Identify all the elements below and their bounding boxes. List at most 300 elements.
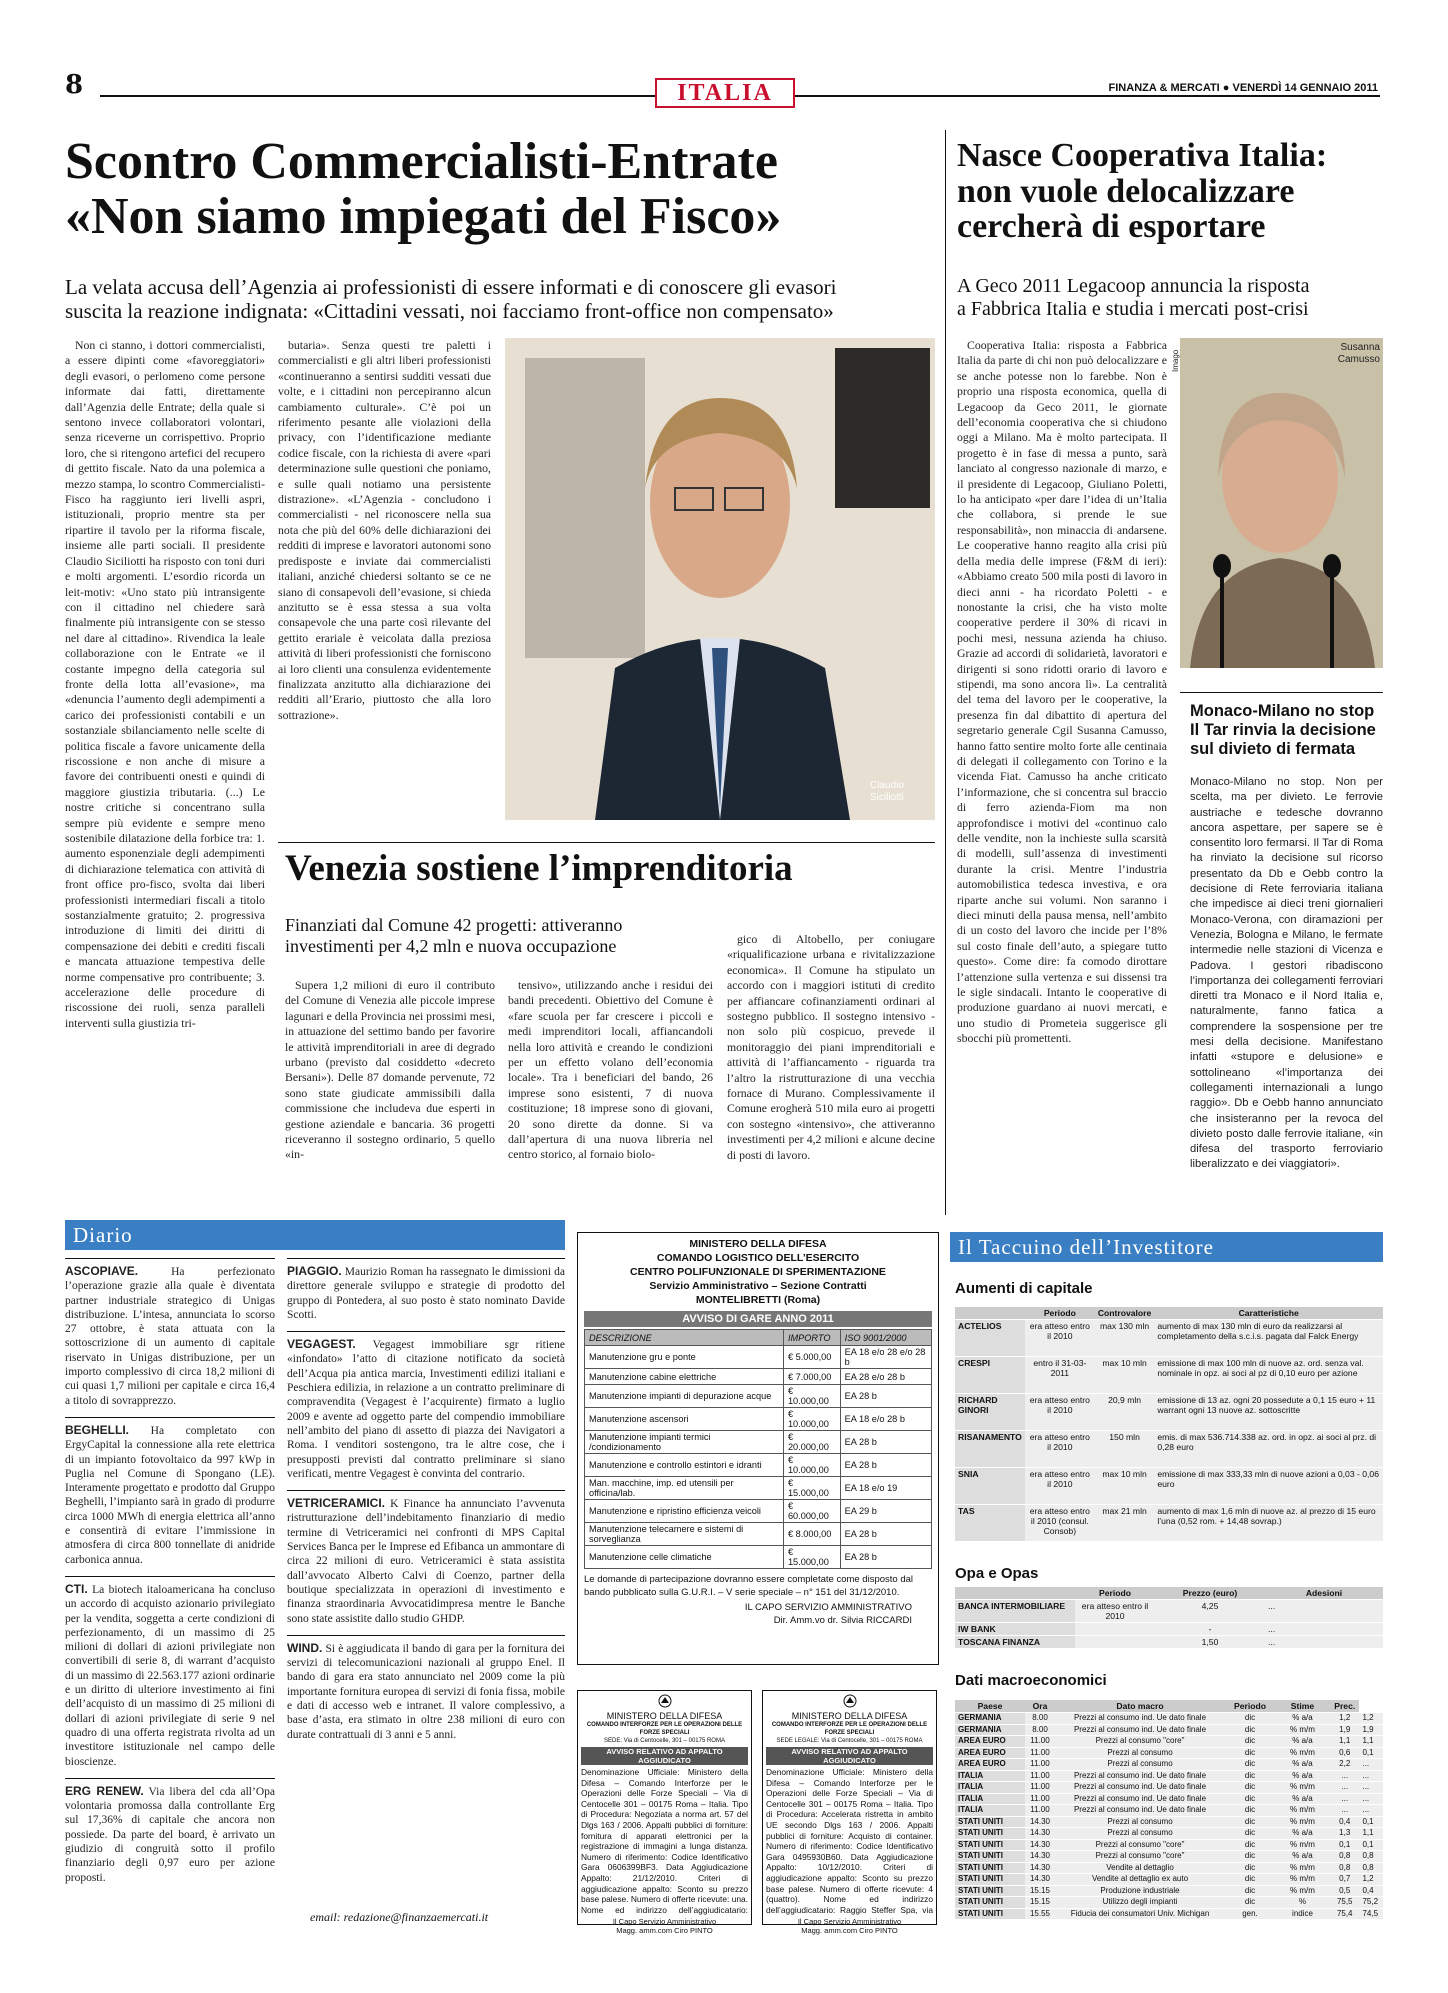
venezia-col2: tensivo», utilizzando anche i residui dei bandi precedenti. Obiettivo del Comune è «fare scuola per far crescere i piccoli e medi imprenditori locali, affiancandoli nella loro attività e creando le condizioni per un effetto volano dell’economia locale». Tra i beneficiari del bando, 26 imprese sono esistenti, 7 di nuova costituzione; 18 imprese sono di giovani, 20 sono dirette da donne. Si va dall’apertura di una nuova libreria nel centro storico, al fornaio biolo- (508, 978, 713, 1162)
macro-row-cell: 0,8 (1359, 1851, 1383, 1863)
aumenti-row-cell: entro il 31-03-2011 (1025, 1357, 1095, 1394)
ad-gare-row-cell: Manutenzione telecamere e sistemi di sorveglianza (585, 1523, 784, 1546)
coop-title: Nasce Cooperativa Italia: non vuole delocalizzare cercherà di esportare (957, 137, 1328, 246)
macro-row (955, 1793, 1383, 1805)
aumenti-row-cell: max 21 mln (1095, 1505, 1154, 1542)
opa-row-cell: era atteso entro il 2010 (1075, 1600, 1155, 1623)
macro-row-cell: Prezzi al consumo ind. Ue dato finale (1055, 1805, 1225, 1817)
opa-row-cell: - (1155, 1623, 1265, 1636)
macro-row-cell: % a/a (1275, 1851, 1330, 1863)
macro-row-cell: 8.00 (1025, 1713, 1055, 1725)
venezia-rule (278, 842, 935, 843)
emblem-icon (581, 1694, 748, 1711)
ad-gare-row-cell: Manutenzione celle climatiche (585, 1546, 784, 1569)
ad-gare-row-cell: EA 28 b (840, 1546, 931, 1569)
ad-gare-row-cell: EA 28 b (840, 1385, 931, 1408)
macro-row-cell: dic (1225, 1747, 1275, 1759)
macro-row-cell: dic (1225, 1770, 1275, 1782)
ad-ministero-gare (577, 1232, 939, 1665)
ad-small-signature: Il Capo Servizio Amministrativo (612, 1917, 717, 1926)
ad-gare-row-cell: € 10.000,00 (783, 1385, 840, 1408)
photo-credit: Imago (1171, 349, 1180, 372)
macro-row-cell: dic (1225, 1793, 1275, 1805)
ad-gare-row-cell: € 10.000,00 (783, 1454, 840, 1477)
ad-small-line: COMANDO INTERFORZE PER LE OPERAZIONI DELLE FORZE SPECIALI (771, 1722, 928, 1736)
ad-gare-row-cell: Manutenzione cabine elettriche (585, 1369, 784, 1385)
macro-row-cell: dic (1225, 1885, 1275, 1897)
portrait-illustration (505, 338, 935, 820)
macro-row-cell: dic (1225, 1782, 1275, 1794)
macro-row-cell: % a/a (1275, 1793, 1330, 1805)
ad-gare-row-cell: € 8.000,00 (783, 1523, 840, 1546)
macro-row-cell: % a/a (1275, 1759, 1330, 1771)
photo-caption-camusso: Susanna Camusso (1337, 342, 1380, 365)
macro-row-cell: Prezzi al consumo ind. Ue dato finale (1055, 1713, 1225, 1725)
macro-row-cell: Prezzi al consumo (1055, 1816, 1225, 1828)
macro-row (955, 1816, 1383, 1828)
macro-row-cell: 1,2 (1330, 1713, 1359, 1725)
macro-table: Paese Ora Dato macro Periodo Stime Prec. GERMANIA 8.00 Prezzi al consumo ind. Ue dato finale dic % a/a 1,2 1,2 GERMANIA 8.00 Prezzi al consumo ind. Ue dato finale dic % m/m 1,9 1,9 AREA EURO 11.00 Prezzi al consumo "core" dic % a/a 1,1 1,1 AREA EURO 11.00 Prezzi al consumo dic % m/m 0,6 0,1 AREA EURO 11.00 Prezzi al consumo dic % a/a 2,2 ... ITALIA 11.00 Prezzi al consumo ind. Ue dato finale dic % a/a ... ... ITALIA 11.00 Prezzi al consumo ind. Ue dato finale dic % m/m ... ... ITALIA 11.00 Prezzi al consumo ind. Ue dato finale dic % a/a ... ... ITALIA 11.00 Prezzi al consumo ind. Ue dato finale dic % m/m ... ... STATI UNITI 14.30 Prezzi al consumo dic % m/m 0,4 0,1 STATI UNITI 14.30 Prezzi al consumo dic % a/a 1,3 1,1 STATI UNITI 14.30 Prezzi al consumo "core" dic % m/m 0,1 0,1 STATI UNITI 14.30 Prezzi al consumo "core" dic % a/a 0,8 0,8 STATI UNITI 14.30 Vendite al dettaglio dic % m/m 0,8 0,8 STATI UNITI 14.30 Vendite al dettaglio ex auto dic % m/m 0,7 1,2 STATI UNITI 15.15 Produzione industriale dic % m/m 0,5 0,4 STATI UNITI 15.15 Utilizzo degli impianti dic % 75,5 75,2 STATI UNITI 15.55 Fiducia dei consumatori Univ. Michigan gen. indice 75,4 74,5 (955, 1700, 1383, 1920)
aumenti-row (955, 1357, 1383, 1394)
macro-row-cell: Produzione industriale (1055, 1885, 1225, 1897)
aumenti-row (955, 1468, 1383, 1505)
opa-row-cell: ... (1265, 1623, 1383, 1636)
macro-row-cell: STATI UNITI (955, 1851, 1025, 1863)
opa-row-cell: ... (1265, 1636, 1383, 1649)
macro-row-cell: gen. (1225, 1908, 1275, 1920)
macro-row-cell: dic (1225, 1805, 1275, 1817)
aumenti-row-cell: 150 mln (1095, 1431, 1154, 1468)
macro-row-cell: 15.15 (1025, 1897, 1055, 1909)
ad-line: COMANDO LOGISTICO DELL’ESERCITO (656, 1252, 860, 1264)
ad-gare-row-cell: EA 18 e/o 19 (840, 1477, 931, 1500)
opa-title: Opa e Opas (955, 1565, 1039, 1582)
macro-row-cell: STATI UNITI (955, 1828, 1025, 1840)
coop-subtitle: A Geco 2011 Legacoop annuncia la risposta a Fabbrica Italia e studia i mercati post-crisi (957, 275, 1310, 320)
ad-gare-row-cell: EA 28 b (840, 1454, 931, 1477)
macro-row-cell: 11.00 (1025, 1805, 1055, 1817)
macro-row-cell: STATI UNITI (955, 1908, 1025, 1920)
macro-row-cell: % m/m (1275, 1747, 1330, 1759)
macro-row-cell: dic (1225, 1897, 1275, 1909)
macro-row (955, 1747, 1383, 1759)
macro-row-cell: 0,6 (1330, 1747, 1359, 1759)
ad-gare-row (585, 1500, 932, 1523)
macro-row-cell: dic (1225, 1759, 1275, 1771)
venezia-title: Venezia sostiene l’imprenditoria (285, 848, 793, 889)
ad-gare-table: DESCRIZIONE IMPORTO ISO 9001/2000 Manutenzione gru e ponte € 5.000,00 EA 18 e/o 28 e/o 28 b Manutenzione cabine elettriche € 7.000,00 EA 28 e/o 28 b Manutenzione impianti di depurazione acque € 10.000,00 EA 28 b Manutenzione ascensori € 10.000,00 EA 18 e/o 28 b Manutenzione impianti termici /condizionamento € 20.000,00 EA 28 b Manutenzione e controllo estintori e idranti € 10.000,00 EA 28 b Man. macchine, imp. ed utensili per officina/lab. € 15.000,00 EA 18 e/o 19 Manutenzione e ripristino efficienza veicoli € 60.000,00 EA 29 b Manutenzione telecamere e sistemi di sorveglianza € 8.000,00 EA 28 b Manutenzione celle climatiche € 15.000,00 EA 28 b (584, 1329, 932, 1569)
opa-row (955, 1623, 1383, 1636)
macro-row-cell: dic (1225, 1724, 1275, 1736)
macro-row-cell: ... (1359, 1782, 1383, 1794)
macro-row (955, 1782, 1383, 1794)
macro-row-cell: 14.30 (1025, 1862, 1055, 1874)
macro-row-cell: Prezzi al consumo ind. Ue dato finale (1055, 1782, 1225, 1794)
macro-row-cell: ITALIA (955, 1793, 1025, 1805)
ad-gare-row (585, 1431, 932, 1454)
diario-item: ERG RENEW. Via libera del cda all’Opa volontaria promossa dalla controllante Erg sul 17,36% di capitale che ancora non possiede. Da parte del board, è arrivato un giudizio di congruità sotto il profilo finanziario degli 0,97 euro per azione proposti. (65, 1778, 275, 1885)
macro-row-cell: 1,9 (1359, 1724, 1383, 1736)
macro-row-cell: dic (1225, 1862, 1275, 1874)
macro-row-cell: 14.30 (1025, 1839, 1055, 1851)
macro-row-cell: 11.00 (1025, 1759, 1055, 1771)
ad-gare-row (585, 1546, 932, 1569)
ad-gare-row-cell: € 60.000,00 (783, 1500, 840, 1523)
macro-row-cell: 0,1 (1359, 1839, 1383, 1851)
photo-siciliotti (505, 338, 935, 820)
macro-row-cell: 75,4 (1330, 1908, 1359, 1920)
macro-row-cell: ... (1359, 1770, 1383, 1782)
ad-gare-row-cell: Manutenzione e controllo estintori e idranti (585, 1454, 784, 1477)
aumenti-row-cell: TAS (955, 1505, 1025, 1542)
macro-row-cell: 0,8 (1330, 1862, 1359, 1874)
macro-row-cell: AREA EURO (955, 1759, 1025, 1771)
ad-line: Servizio Amministrativo – Sezione Contratti (649, 1280, 867, 1292)
ad-gare-row-cell: Manutenzione e ripristino efficienza veicoli (585, 1500, 784, 1523)
macro-row-cell: dic (1225, 1851, 1275, 1863)
aumenti-row-cell: max 10 mln (1095, 1357, 1154, 1394)
ad-gare-row-cell: Manutenzione gru e ponte (585, 1346, 784, 1369)
ad-line: CENTRO POLIFUNZIONALE DI SPERIMENTAZIONE (630, 1266, 886, 1278)
aumenti-row-cell: max 10 mln (1095, 1468, 1154, 1505)
ad-small-line: COMANDO INTERFORZE PER LE OPERAZIONI DELLE FORZE SPECIALI (586, 1722, 743, 1736)
diario-email[interactable]: email: redazione@finanzaemercati.it (310, 1910, 489, 1924)
masthead-date: FINANZA & MERCATI ● VENERDÌ 14 GENNAIO 2011 (1108, 82, 1378, 94)
macro-row-cell: ... (1330, 1805, 1359, 1817)
macro-row-cell: Prezzi al consumo (1055, 1828, 1225, 1840)
macro-row-cell: % a/a (1275, 1828, 1330, 1840)
ad-gare-row-cell: € 10.000,00 (783, 1408, 840, 1431)
macro-row-cell: 1,9 (1330, 1724, 1359, 1736)
ad-note: Le domande di partecipazione dovranno essere completate come disposto dal bando pubblicato sulla G.U.R.I. – V serie speciale – n° 151 del 31/12/2010. (584, 1574, 914, 1598)
ad-small-line: MINISTERO DELLA DIFESA (791, 1711, 908, 1721)
macro-row-cell: Vendite al dettaglio (1055, 1862, 1225, 1874)
emblem-icon (766, 1694, 933, 1711)
macro-row-cell: 11.00 (1025, 1782, 1055, 1794)
ad-gare-row-cell: EA 28 b (840, 1431, 931, 1454)
macro-row-cell: 1,3 (1330, 1828, 1359, 1840)
photo-caption-siciliotti: Claudio Siciliotti (870, 780, 904, 803)
main-article-subtitle: La velata accusa dell’Agenzia ai professionisti di essere informati e di conoscere gli evasori suscita la reazione indignata: «Cittadini vessati, noi facciamo front-office non compensato» (65, 275, 837, 324)
macro-row-cell: Fiducia dei consumatori Univ. Michigan (1055, 1908, 1225, 1920)
macro-row-cell: 2,2 (1330, 1759, 1359, 1771)
macro-row-cell: 75,2 (1359, 1897, 1383, 1909)
aumenti-row-cell: era atteso entro il 2010 (1025, 1394, 1095, 1431)
opa-row-cell: 1,50 (1155, 1636, 1265, 1649)
macro-row-cell: Vendite al dettaglio ex auto (1055, 1874, 1225, 1886)
macro-row-cell: 11.00 (1025, 1793, 1055, 1805)
ad-small-text: Denominazione Ufficiale: Ministero della Difesa – Comando Interforze per le Operazioni delle Forze Speciali – Via di Centocelle 301 – 00175 Roma – Italia. Tipo di Procedura: Negoziata a norma art. 57 del Dlgs 163 / 2006. Appalti pubblici di forniture: fornitura di apparati elettronici per la registrazione di immagini a lunga distanza. Numero di riferimento: Codice Identificativo Gara 0606399BF3. Data Aggiudicazione Appalto: 21/12/2010. Criteri di aggiudicazione appalto: Sconto su prezzo base palese. Numero di offerte ricevute: una. Nome ed indirizzo dell’aggiudicatario: (581, 1767, 748, 1915)
ad-gare-row-cell: € 15.000,00 (783, 1546, 840, 1569)
macro-row-cell: STATI UNITI (955, 1816, 1025, 1828)
macro-row-cell: 14.30 (1025, 1851, 1055, 1863)
aumenti-row (955, 1394, 1383, 1431)
macro-row-cell: GERMANIA (955, 1724, 1025, 1736)
main-article-col2: butaria». Senza questi tre paletti i commercialisti e gli altri liberi professionisti «continueranno a sentirsi sudditi vessati due volte, e i cittadini non percepiranno alcun cambiamento culturale». C’è poi un riferimento pesante alle violazioni della privacy, con l’identificazione mediante codice fiscale, con la richiesta di avere «pari determinazione sulle questioni che poniamo, e sulle quali notiamo una persistente distrazione». «L’Agenzia - concludono i commercialisti - nel riconoscere nella sua nota che più del 60% delle dichiarazioni dei redditi di imprese e lavoratori autonomi sono predisposte e inviate dai commercialisti italiani, anziché chiedersi soltanto se ce ne siano di consapevoli dell’evasione, si chieda anzitutto se è essa stessa a sua volta consapevole che una parte così rilevante del gettito erariale è veicolata dalla preziosa attività di liberi professionisti che forniscono ai loro clienti una consulenza evidentemente finalizzata anzitutto alla dichiarazione dei redditi all’Erario, piuttosto che alla loro sottrazione». (278, 338, 491, 722)
ad-small-line: MINISTERO DELLA DIFESA (606, 1711, 723, 1721)
ad-appalto-2 (762, 1690, 937, 1935)
macro-row-cell: 15.55 (1025, 1908, 1055, 1920)
aumenti-row-cell: ACTELIOS (955, 1320, 1025, 1357)
macro-row-cell: STATI UNITI (955, 1839, 1025, 1851)
macro-row-cell: ... (1359, 1793, 1383, 1805)
opa-row-cell (1075, 1636, 1155, 1649)
diario-item: CTI. La biotech italoamericana ha concluso un accordo di acquisto azionario privilegiato per la vendita, soggetta a certe condizioni di perfezionamento, di un massimo di 25 milioni di dollari di azioni privilegiate non convertibili di serie 8, di warrant d’acquisto di un massimo di 22.563.177 azioni ordinarie e un diritto di ulteriore investimento ai fini dell’acquisto di un massimo di 25 milioni di dollari di azioni privilegiate di serie 9 nel quadro di una offerta registrata rivolta ad un investitore istituzionale nel campo delle bioscienze. (65, 1576, 275, 1769)
macro-row-cell: AREA EURO (955, 1736, 1025, 1748)
ad-line: MINISTERO DELLA DIFESA (689, 1238, 827, 1250)
ad-gare-row-cell: EA 18 e/o 28 b (840, 1408, 931, 1431)
diario-col1 (65, 1258, 275, 1918)
macro-row-cell: % (1275, 1897, 1330, 1909)
macro-row-cell: 11.00 (1025, 1736, 1055, 1748)
macro-row-cell: 14.30 (1025, 1828, 1055, 1840)
ad-gare-row (585, 1408, 932, 1431)
diario-item: VEGAGEST. Vegagest immobiliare sgr ritiene «infondato» l’atto di citazione notificato da società dell’Acqua pia antica marcia, Investimenti edilizi italiani e Peschiera edilizia, in relazione a un contratto preliminare di compravendita (Vegagest è l’acquirente) firmato a luglio 2009 e avente ad oggetto parte del compendio immobiliare nell’ambito del piano di assetto di piazza dei Navigatori a Roma. I venditori sostengono, tra le altre cose, che i presupposti previsti dal contratto preliminare si siano verificati, mentre Vegagest è convinta del contrario. (287, 1331, 565, 1481)
portrait-camusso-illustration (1180, 338, 1383, 668)
macro-row (955, 1759, 1383, 1771)
ad-gare-row (585, 1477, 932, 1500)
macro-row-cell: % a/a (1275, 1736, 1330, 1748)
macro-row-cell: GERMANIA (955, 1713, 1025, 1725)
macro-row-cell: % a/a (1275, 1713, 1330, 1725)
macro-row (955, 1908, 1383, 1920)
macro-row-cell: STATI UNITI (955, 1862, 1025, 1874)
ad-gare-row-cell: Manutenzione impianti di depurazione acque (585, 1385, 784, 1408)
aumenti-row-cell: era atteso entro il 2010 (1025, 1431, 1095, 1468)
venezia-col1: Supera 1,2 milioni di euro il contributo del Comune di Venezia alle piccole imprese lagunari e della Provincia nei prossimi mesi, in attuazione del settimo bando per favorire le attività imprenditoriali in aree di degrado urbano (previsto dal cosiddetto «decreto Bersani»). Delle 87 domande pervenute, 72 sono state giudicate ammissibili dalla commissione che includeva due esperti in gestione aziendale e bancaria. 36 progetti riceveranno il sostegno ordinario, 5 quello «in- (285, 978, 495, 1162)
diario-header: Diario (65, 1220, 565, 1250)
macro-row-cell: ... (1359, 1759, 1383, 1771)
macro-row-cell: dic (1225, 1816, 1275, 1828)
ad-gare-row (585, 1369, 932, 1385)
aumenti-title: Aumenti di capitale (955, 1280, 1093, 1297)
macro-row-cell: Prezzi al consumo ind. Ue dato finale (1055, 1770, 1225, 1782)
diario-item: PIAGGIO. Maurizio Roman ha rassegnato le dimissioni da direttore generale sviluppo e strategie di prodotto del gruppo di Pontedera, al suo posto è stato nominato Davide Scotti. (287, 1258, 565, 1322)
opa-row (955, 1600, 1383, 1623)
macro-row-cell: 75,5 (1330, 1897, 1359, 1909)
aumenti-row-cell: max 130 mln (1095, 1320, 1154, 1357)
aumenti-row (955, 1320, 1383, 1357)
ad-gare-row-cell: EA 28 b (840, 1523, 931, 1546)
diario-item: VETRICERAMICI. K Finance ha annunciato l’avvenuta ristrutturazione dell’indebitamento finanziario di medio termine di Vetriceramici nei confronti di MPS Capital Services Banca per le Imprese ed Efibanca un ammontare di circa 22 milioni di euro. Vetriceramici è stata assistita dall’avvocato Alberto Calvi di Coenzo, partner della boutique specializzata in operazioni di investimento e finanza straordinaria Avvocatidimpresa mentre le Banche sono state assistite dallo studio GHDP. (287, 1490, 565, 1626)
macro-row-cell: dic (1225, 1828, 1275, 1840)
macro-title: Dati macroeconomici (955, 1672, 1107, 1689)
aumenti-row-cell: emissione di max 333,33 mln di nuove azioni a 0,03 - 0,06 euro (1154, 1468, 1383, 1505)
macro-row-cell: % m/m (1275, 1724, 1330, 1736)
macro-row-cell: 74,5 (1359, 1908, 1383, 1920)
ad-gare-row-cell: € 15.000,00 (783, 1477, 840, 1500)
monaco-rule (1180, 692, 1383, 693)
ad-small-text: Denominazione Ufficiale: Ministero della Difesa – Comando Interforze per le Operazioni delle Forze Speciali – Via di Centocelle 301 – 00175 Roma – Italia. Tipo di Procedura: Accelerata ristretta in ambito UE secondo Dlgs 163 / 2006. Appalti pubblici di forniture: Acquisto di container. Numero di riferimento: Codice Identificativo Gara 0495930B60. Data Aggiudicazione Appalto: 10/12/2010. Criteri di aggiudicazione appalto: Sconto su prezzo base palese. Numero di offerte ricevute: 4 (quattro). Nome ed indirizzo dell’aggiudicatario: Raggio Steffer Spa, via (766, 1767, 933, 1915)
macro-row-cell: 8.00 (1025, 1724, 1055, 1736)
monaco-text: Monaco-Milano no stop. Non per scelta, ma per divieto. Le ferrovie austriache e tedesche dovranno ancora aspettare, per sapere se è consentito loro fermarsi. Il Tar di Roma ha rinviato la decisione sul ricorso presentato da Db e Oebb contro la decisione di Rete ferroviaria italiana che impedisce ai dieci treni giornalieri Monaco-Verona, con diramazioni per Venezia, Bologna e Milano, le fermate intermedie nelle stazioni di Vicenza e Padova. I gestori ribadiscono l’importanza dei collegamenti ferroviari diretti tra Monaco e il Nord Italia e, naturalmente, fanno fatica a comprendere la sospensione per tre mesi della decisione. Manifestano infatti «stupore e delusione» e sottolineano «l’importanza dei collegamenti internazionali a lungo raggio». Db e Oebb hanno annunciato che insisteranno per la revoca del divieto posto dalle ferrovie italiane, «in difesa del trasporto ferroviario liberalizzato e dei viaggiatori». (1190, 776, 1383, 1171)
ad-gare-row (585, 1454, 932, 1477)
macro-row-cell: 0,8 (1330, 1851, 1359, 1863)
ad-small-signature: Il Capo Servizio Amministrativo (797, 1917, 902, 1926)
aumenti-row-cell: emissione di max 100 mln di nuove az. ord. senza val. nominale in opz. ai soci al pz di 0,10 euro per azione (1154, 1357, 1383, 1394)
macro-row-cell: % a/a (1275, 1770, 1330, 1782)
macro-row-cell: ITALIA (955, 1782, 1025, 1794)
opa-row-cell: TOSCANA FINANZA (955, 1636, 1075, 1649)
macro-row-cell: Prezzi al consumo ind. Ue dato finale (1055, 1724, 1225, 1736)
macro-row-cell: 0,7 (1330, 1874, 1359, 1886)
macro-row-cell: % m/m (1275, 1862, 1330, 1874)
macro-row-cell: 0,1 (1359, 1816, 1383, 1828)
ad-gare-row-cell: EA 29 b (840, 1500, 931, 1523)
macro-row-cell: Prezzi al consumo (1055, 1747, 1225, 1759)
macro-row-cell: % m/m (1275, 1839, 1330, 1851)
macro-row (955, 1885, 1383, 1897)
opa-row (955, 1636, 1383, 1649)
macro-row-cell: Prezzi al consumo ind. Ue dato finale (1055, 1793, 1225, 1805)
opa-row-cell: 4,25 (1155, 1600, 1265, 1623)
macro-row-cell: % m/m (1275, 1874, 1330, 1886)
photo-camusso (1180, 338, 1383, 668)
macro-row (955, 1862, 1383, 1874)
opa-row-cell (1075, 1623, 1155, 1636)
ad-gare-row (585, 1385, 932, 1408)
diario-item: WIND. Si è aggiudicata il bando di gara per la fornitura dei servizi di telecomunicazioni nazionali al gruppo Enel. Il bando di gara era stato annunciato nel 2009 come la più importante fornitura europea di servizi di fonia fissa, mobile e dati di accesso web e intranet. Il valore complessivo, a base d’asta, era stimato in oltre 238 milioni di euro con durate contrattuali di 3 anni e 5 anni. (287, 1635, 565, 1742)
macro-row-cell: Prezzi al consumo (1055, 1759, 1225, 1771)
ad-gare-row-cell: € 5.000,00 (783, 1346, 840, 1369)
macro-row-cell: indice (1275, 1908, 1330, 1920)
macro-row-cell: 15.15 (1025, 1885, 1055, 1897)
ad-small-signature-name: Magg. amm.com Ciro PINTO (616, 1926, 713, 1935)
ad-small-line: SEDE: Via di Centocelle, 301 – 00175 ROMA (604, 1738, 725, 1744)
main-article-col1: Non ci stanno, i dottori commercialisti, a essere dipinti come «favoreggiatori» degli evasori, o perlomeno come persone informate dai fatti, direttamente dall’Agenzia delle Entrate; della quale si sentono invece collaboratori volontari, senza riceverne un corrispettivo. Proprio loro, che si ritengono artefici del recupero di gettito fiscale. Nato da una polemica a mezzo stampa, lo scontro Commercialisti-Fisco ha raggiunto ieri livelli aspri, istituzionali, proprio mentre sta per ripartire il tavolo per la riforma fiscale, insieme alle parti sociali. Il presidente Claudio Siciliotti ha risposto con toni duri e molti argomenti. L’esordio ricorda un leit-motiv: «Uno stato più intransigente con il cittadino nel chiedere sarà finalmente più intransigente con se stesso nel dare al cittadino». Rivendica la leale collaborazione con le Entrate «e il costante impegno della categoria sul fronte della lotta all’evasione», ma «denuncia l’aumento degli adempimenti a carico dei professionisti contabili e un sostanziale sbilanciamento nelle scelte di politica fiscale a favore unicamente della riscossione e non anche di misure a favore dei contribuenti onesti e quindi di maggiore giustizia tributaria. (...) Le nostre critiche si concentrano sulla sempre più evidente e sempre meno sostenibile dilatazione della forbice tra: 1. aumento esponenziale degli adempimenti di dichiarazione telematica con attività di front office pro-fisco, svolta dai liberi professionisti intermediari fiscali a titolo sostanzialmente gratuito; 2. progressiva introduzione di limiti dei diritti di compensazione dei debiti e crediti fiscali e mancata attuazione tempestiva delle norme compensative pro contribuente; 3. accelerazione delle procedure di riscossione dei ruoli, senza paralleli interventi sulla giustizia tri- (65, 338, 265, 1030)
aumenti-row-cell: era atteso entro il 2010 (1025, 1468, 1095, 1505)
macro-row (955, 1724, 1383, 1736)
main-article-title: Scontro Commercialisti-Entrate «Non siamo impiegati del Fisco» (65, 133, 782, 245)
ad-small-banner: AVVISO RELATIVO AD APPALTO AGGIUDICATO (581, 1747, 748, 1765)
macro-row-cell: STATI UNITI (955, 1897, 1025, 1909)
column-divider (945, 130, 946, 1215)
macro-row-cell: % m/m (1275, 1885, 1330, 1897)
ad-signature-name: Dir. Amm.vo dr. Silvia RICCARDI (773, 1615, 912, 1626)
ad-gare-row-cell: EA 28 e/o 28 b (840, 1369, 931, 1385)
macro-row-cell: ... (1330, 1793, 1359, 1805)
macro-row (955, 1805, 1383, 1817)
macro-row-cell: dic (1225, 1736, 1275, 1748)
aumenti-row-cell: emis. di max 536.714.338 az. ord. in opz. ai soci al prz. di 0,28 euro (1154, 1431, 1383, 1468)
opa-row-cell: IW BANK (955, 1623, 1075, 1636)
macro-row-cell: Utilizzo degli impianti (1055, 1897, 1225, 1909)
ad-small-line: SEDE LEGALE: Via di Centocelle, 301 – 00175 ROMA (776, 1738, 923, 1744)
macro-row (955, 1828, 1383, 1840)
macro-row-cell: 1,2 (1359, 1874, 1383, 1886)
macro-row-cell: 0,5 (1330, 1885, 1359, 1897)
macro-row-cell: STATI UNITI (955, 1874, 1025, 1886)
ad-gare-row-cell: € 7.000,00 (783, 1369, 840, 1385)
macro-row (955, 1851, 1383, 1863)
macro-row-cell: dic (1225, 1839, 1275, 1851)
macro-row-cell: 0,4 (1359, 1885, 1383, 1897)
venezia-col3: gico di Altobello, per coniugare «riqualificazione urbana e rivitalizzazione economica». Il Comune ha stipulato un accordo con i maggiori istituti di credito per affiancare cofinanziamenti ordinari al sostegno pubblico. Il sostegno intensivo - non solo più cospicuo, prevede il monitoraggio dei piani imprenditoriali e attività di l’affiancamento - riguarda tra l’altro la ristrutturazione di una vecchia fornace di Murano. Complessivamente il Comune erogherà 510 mila euro ai progetti con sostegno «intensivo», che attiveranno investimenti per 4,2 milioni e alcune decine di posti di lavoro. (727, 932, 935, 1162)
ad-gare-row-cell: € 20.000,00 (783, 1431, 840, 1454)
macro-row-cell: Prezzi al consumo "core" (1055, 1851, 1225, 1863)
opa-row-cell: ... (1265, 1600, 1383, 1623)
aumenti-table: Periodo Controvalore Caratteristiche ACTELIOS era atteso entro il 2010 max 130 mln aumento di max 130 mln di euro da realizzarsi al completamento della s.c.i.s. pagata dal Falck Energy CRESPI entro il 31-03-2011 max 10 mln emissione di max 100 mln di nuove az. ord. senza val. nominale in opz. ai soci al pz di 0,10 euro per azione RICHARD GINORI era atteso entro il 2010 20,9 mln emissione di 13 az. ogni 20 possedute a 0,1 15 euro + 11 warrant ogni 13 nuove az. sottoscritte RISANAMENTO era atteso entro il 2010 150 mln emis. di max 536.714.338 az. ord. in opz. ai soci al prz. di 0,28 euro SNIA era atteso entro il 2010 max 10 mln emissione di max 333,33 mln di nuove azioni a 0,03 - 0,06 euro TAS era atteso entro il 2010 (consul. Consob) max 21 mln aumento di max 1,6 mln di nuove az. al prezzo di 15 euro l’una (0,52 rom. + 14,48 sovrap.) (955, 1307, 1383, 1542)
macro-row (955, 1713, 1383, 1725)
opa-row-cell: BANCA INTERMOBILIARE (955, 1600, 1075, 1623)
macro-row-cell: 1,1 (1359, 1736, 1383, 1748)
diario-col2 (287, 1258, 565, 1898)
macro-row-cell: 14.30 (1025, 1874, 1055, 1886)
aumenti-row-cell: 20,9 mln (1095, 1394, 1154, 1431)
macro-row (955, 1736, 1383, 1748)
macro-row-cell: 1,1 (1330, 1736, 1359, 1748)
macro-row-cell: 0,1 (1330, 1839, 1359, 1851)
taccuino-header: Il Taccuino dell’Investitore (950, 1232, 1383, 1262)
ad-small-signature-name: Magg. amm.com Ciro PINTO (801, 1926, 898, 1935)
macro-row-cell: ... (1330, 1770, 1359, 1782)
macro-row (955, 1839, 1383, 1851)
macro-row-cell: AREA EURO (955, 1747, 1025, 1759)
aumenti-row-cell: emissione di 13 az. ogni 20 possedute a 0,1 15 euro + 11 warrant ogni 13 nuove az. sottoscritte (1154, 1394, 1383, 1431)
ad-gare-row-cell: Manutenzione impianti termici /condizionamento (585, 1431, 784, 1454)
macro-row-cell: Prezzi al consumo "core" (1055, 1839, 1225, 1851)
aumenti-row-cell: CRESPI (955, 1357, 1025, 1394)
aumenti-row-cell: RISANAMENTO (955, 1431, 1025, 1468)
macro-row-cell: 11.00 (1025, 1747, 1055, 1759)
ad-gare-row-cell: EA 18 e/o 28 e/o 28 b (840, 1346, 931, 1369)
ad-signature: IL CAPO SERVIZIO AMMINISTRATIVO (744, 1602, 912, 1613)
macro-row-cell: % m/m (1275, 1782, 1330, 1794)
venezia-subtitle: Finanziati dal Comune 42 progetti: attiveranno investimenti per 4,2 mln e nuova occupazione (285, 915, 623, 956)
macro-row-cell: 0,8 (1359, 1862, 1383, 1874)
macro-row-cell: % m/m (1275, 1816, 1330, 1828)
coop-col1: Cooperativa Italia: risposta a Fabbrica Italia da parte di chi non può delocalizzare e se anche potesse non lo farebbe. Non è proprio una risposta economica, quella di Legacoop da Geco 2011, le giornate dell’economia cooperativa che si chiudono oggi a Milano. Ma è molto partecipata. Il progetto è in fase di messa a punto, sarà lanciato al congresso nazionale di marzo, e il presidente di Legacoop, Giuliano Poletti, lo ha anticipato «per dare l’idea di un’Italia che collabora, si prende le sue responsabilità», non minaccia di andarsene. Le cooperative hanno reagito alla crisi più della media delle imprese (F&M di ieri): «Abbiamo creato 500 mila posti di lavoro in dieci anni - ha ricordato Poletti - e nonostante la crisi, che ha visto molte cooperative perdere il 30% di ricavi in pochi mesi, nessuna azienda ha chiuso. Grazie ad accordi di solidarietà, lavoratori e dirigenti si sono ridotti orario di lavoro e stipendi, ma sono ancora lì». La centralità del tema del lavoro per le cooperative, la presenza fin dal dibattito di apertura del segretario generale Cgil Susanna Camusso, hanno fatto sentire molto forte alle centinaia di delegati il collegamento con Torino e la vicenda Fiat. Camusso ha anche criticato l’informazione, che si concentra sul braccio di ferro azienda-Fiom ma non approfondisce i motivi del «continuo calo delle vendite, non la inchieste sulla scarsità di modelli, sull’assenza di investimenti durante la crisi. Mentre l’industria automobilistica tedesca investiva, e ora riparte anche sui volumi. Non saranno i dieci minuti della pausa mensa, nell’ambito di un costo del lavoro che incide per l’8% sul costo finale dell’auto, a spiegare tutto questo». Come dire: fa comodo dirottare l’attenzione sulla vertenza e sui dissensi tra le sigle sindacali. Intanto le cooperative di produzione guardano ai nuovi mercati, e uno studio di Prometeia suggerisce gli sbocchi più promettenti. (957, 338, 1167, 1046)
aumenti-row (955, 1505, 1383, 1542)
ad-gare-row (585, 1346, 932, 1369)
macro-row-cell: 11.00 (1025, 1770, 1055, 1782)
macro-row-cell: ITALIA (955, 1805, 1025, 1817)
macro-row-cell: 1,1 (1359, 1828, 1383, 1840)
ad-line: MONTELIBRETTI (Roma) (695, 1294, 821, 1306)
macro-row-cell: STATI UNITI (955, 1885, 1025, 1897)
aumenti-row-cell: era atteso entro il 2010 (consul. Consob) (1025, 1505, 1095, 1542)
diario-item: BEGHELLI. Ha completato con ErgyCapital la connessione alla rete elettrica di un impianto fotovoltaico da 997 kWp in Puglia nel Comune di Spongano (LE). Interamente progettato e prodotto dal Gruppo Beghelli, l’impianto sarà in grado di produrre circa 1000 MWh di energia elettrica all’anno e consentirà di evitare l’immissione in atmosfera di circa 800 tonnellate di anidride carbonica annua. (65, 1417, 275, 1567)
macro-row-cell: 14.30 (1025, 1816, 1055, 1828)
ad-gare-row-cell: Man. macchine, imp. ed utensili per officina/lab. (585, 1477, 784, 1500)
aumenti-row (955, 1431, 1383, 1468)
macro-row-cell: ITALIA (955, 1770, 1025, 1782)
aumenti-row-cell: era atteso entro il 2010 (1025, 1320, 1095, 1357)
aumenti-row-cell: RICHARD GINORI (955, 1394, 1025, 1431)
macro-row-cell: ... (1359, 1805, 1383, 1817)
macro-row-cell: Prezzi al consumo "core" (1055, 1736, 1225, 1748)
page-number: 8 (65, 70, 84, 100)
macro-row-cell: dic (1225, 1713, 1275, 1725)
aumenti-row-cell: aumento di max 130 mln di euro da realizzarsi al completamento della s.c.i.s. pagata dal Falck Energy (1154, 1320, 1383, 1357)
aumenti-row-cell: SNIA (955, 1468, 1025, 1505)
macro-row-cell: dic (1225, 1874, 1275, 1886)
diario-item: ASCOPIAVE. Ha perfezionato l’operazione grazie alla quale è diventata partner industriale strategico di Unigas distribuzione. L’intesa, annunciata lo scorso 27 ottobre, è stata attuata con la sottoscrizione di un aumento di capitale riservato in Unigas distribuzione, per un importo complessivo di circa 18,2 milioni di cui quasi 1,7 milioni per capitale e circa 16,4 a titolo di sovrapprezzo. (65, 1258, 275, 1408)
ad-gare-row (585, 1523, 932, 1546)
ad-gare-row-cell: Manutenzione ascensori (585, 1408, 784, 1431)
section-label: ITALIA (655, 78, 795, 108)
macro-row-cell: 0,4 (1330, 1816, 1359, 1828)
opa-table: Periodo Prezzo (euro) Adesioni BANCA INTERMOBILIARE era atteso entro il 2010 4,25 ... IW BANK - ... TOSCANA FINANZA 1,50 ... (955, 1587, 1383, 1649)
macro-row-cell: ... (1330, 1782, 1359, 1794)
macro-row-cell: 1,2 (1359, 1713, 1383, 1725)
macro-row-cell: 0,1 (1359, 1747, 1383, 1759)
ad-small-banner: AVVISO RELATIVO AD APPALTO AGGIUDICATO (766, 1747, 933, 1765)
monaco-title: Monaco-Milano no stop Il Tar rinvia la decisione sul divieto di fermata (1190, 702, 1376, 758)
macro-row (955, 1770, 1383, 1782)
macro-row-cell: % m/m (1275, 1805, 1330, 1817)
macro-row (955, 1874, 1383, 1886)
